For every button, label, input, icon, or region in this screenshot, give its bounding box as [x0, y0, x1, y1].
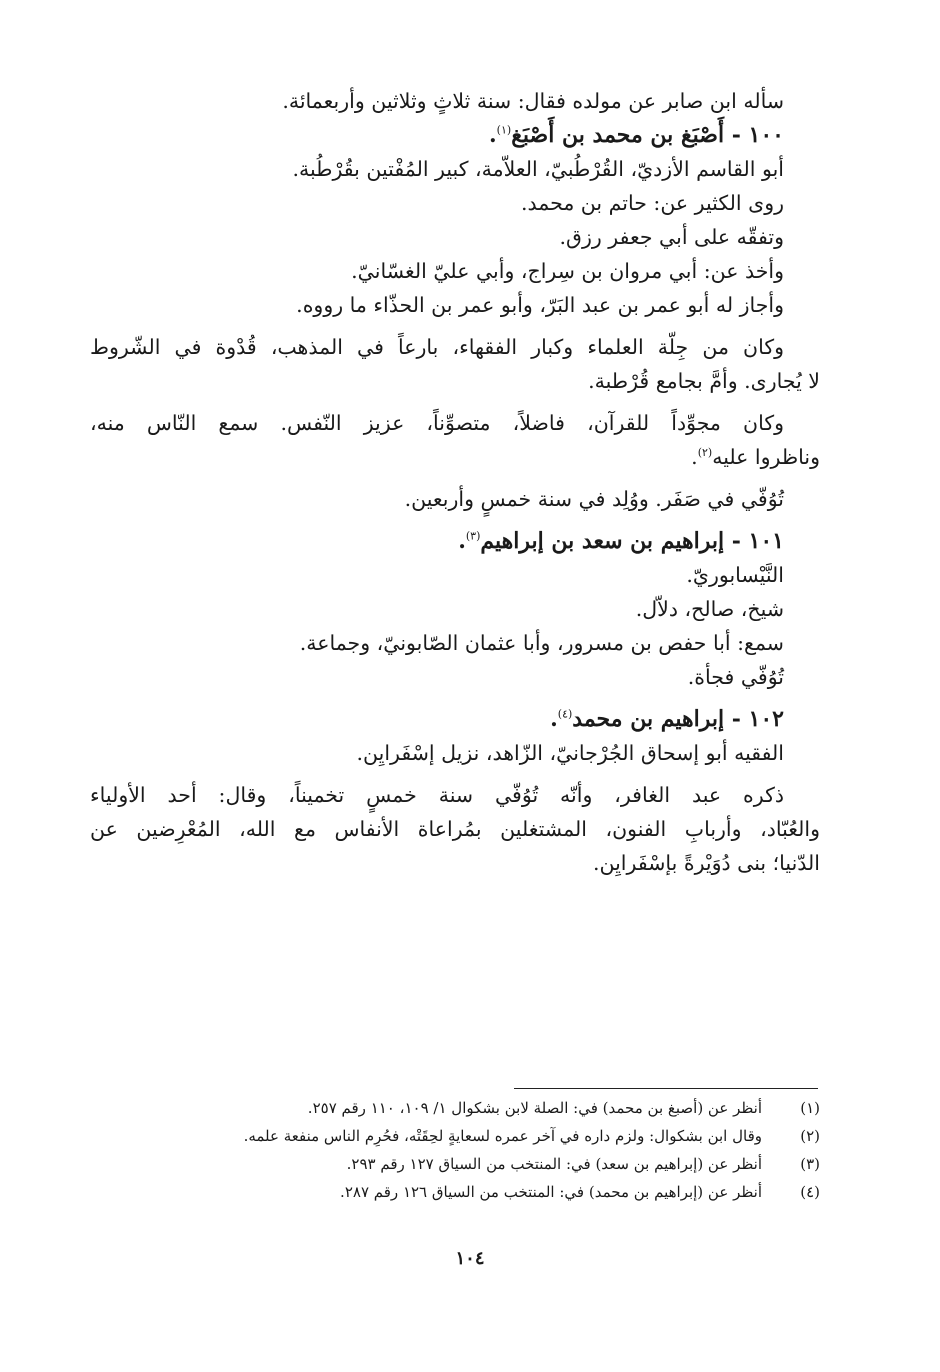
footnote-ref[interactable]: (٤) [557, 707, 573, 721]
text-line: ذكره عبد الغافر، وأنّه تُوُفّي سنة خمسٍ تخميناً، وقال: أحد الأولياء [90, 783, 784, 807]
text-line: سمع: أبا حفص بن مسرور، وأبا عثمان الصّابونيّ، وجماعة. [299, 631, 784, 655]
footnote-item [90, 1094, 820, 1122]
main-text [90, 84, 820, 880]
text-line: الدّنيا؛ بنى دُوَيْرةً بإسْفَرايِن. [592, 851, 820, 875]
text-line: تُوُفّي في صَفَر. ووُلِد في سنة خمسٍ وأربعين. [404, 487, 784, 511]
footnote-separator [514, 1088, 818, 1089]
text-line: تُوُفّي فجأة. [687, 665, 784, 689]
text-line: سأله ابن صابر عن مولده فقال: سنة ثلاثٍ وثلاثين وأربعمائة. [282, 89, 784, 113]
entry-heading-101: ١٠١ - إبراهيم بن سعد بن إبراهيم$^{(٣)}$. [458, 528, 784, 554]
text-line: وناظروا عليه$^{(٢)}$. [691, 445, 820, 469]
footnote-ref[interactable]: (٢) [697, 446, 713, 460]
text-line: الفقيه أبو إسحاق الجُرْجانيّ، الزّاهد، نزيل إسْفَرايِن. [356, 741, 784, 765]
footnote-text: وقال ابن بشكوال: ولزم داره في آخر عمره لسعايةٍ لحِقَتْه، فحُرِم الناس منفعة علمه. [243, 1127, 762, 1145]
footnote-number: (٣) [800, 1155, 820, 1173]
footnote-number: (٢) [800, 1127, 820, 1145]
footnote-item [90, 1178, 820, 1206]
footnote-text: أنظر عن (إبراهيم بن سعد) في: المنتخب من السياق ١٢٧ رقم ٢٩٣. [346, 1155, 762, 1173]
text-line: وكان مجوِّداً للقرآن، فاضلاً، متصوِّناً، عزيز النّفس. سمع النّاس منه، [90, 411, 784, 435]
text-line: وأجاز له أبو عمر بن عبد البَرّ، وأبو عمر بن الحذّاء ما رووه. [296, 293, 784, 317]
footnote-text: أنظر عن (إبراهيم بن محمد) في: المنتخب من السياق ١٢٦ رقم ٢٨٧. [340, 1183, 762, 1201]
text-line: روى الكثير عن: حاتم بن محمد. [520, 191, 784, 215]
entry-heading-100: ١٠٠ - أَصْبَغ بن محمد بن أَصْبَغ$^{(١)}$. [489, 122, 784, 148]
footnote-item [90, 1150, 820, 1178]
text-line: شيخ، صالح، دلاّل. [635, 597, 784, 621]
text-line: والعُبّاد، وأربابِ الفنون، المشتغلين بمُراعاة الأنفاس مع الله، المُعْرِضين عن [90, 817, 820, 841]
text-line: النَّيْسابوريّ. [686, 563, 784, 587]
text-line: وأخذ عن: أبي مروان بن سِراج، وأبي عليّ الغسّانيّ. [351, 259, 784, 283]
footnote-text: أنظر عن (أصبغ بن محمد) في: الصلة لابن بشكوال ١/ ١٠٩، ١١٠ رقم ٢٥٧. [307, 1099, 762, 1117]
footnote-ref[interactable]: (١) [496, 123, 512, 137]
footnotes [90, 1094, 820, 1206]
entry-heading-102: ١٠٢ - إبراهيم بن محمد$^{(٤)}$. [550, 706, 784, 732]
text-line: لا يُجارى. وأمَّ بجامع قُرْطبة. [588, 369, 820, 393]
footnote-item [90, 1122, 820, 1150]
text-line: وتفقّه على أبي جعفر رزق. [559, 225, 784, 249]
footnote-number: (١) [800, 1099, 820, 1117]
footnote-number: (٤) [800, 1183, 820, 1201]
text-line: وكان من جِلّة العلماء وكبار الفقهاء، بارعاً في المذهب، قُدْوة في الشّروط [90, 335, 784, 359]
page-number: ١٠٤ [455, 1248, 485, 1269]
text-line: أبو القاسم الأزديّ، القُرْطُبيّ، العلاّمة، كبير المُفْتين بقُرْطُبة. [292, 157, 784, 181]
footnote-ref[interactable]: (٣) [465, 529, 481, 543]
